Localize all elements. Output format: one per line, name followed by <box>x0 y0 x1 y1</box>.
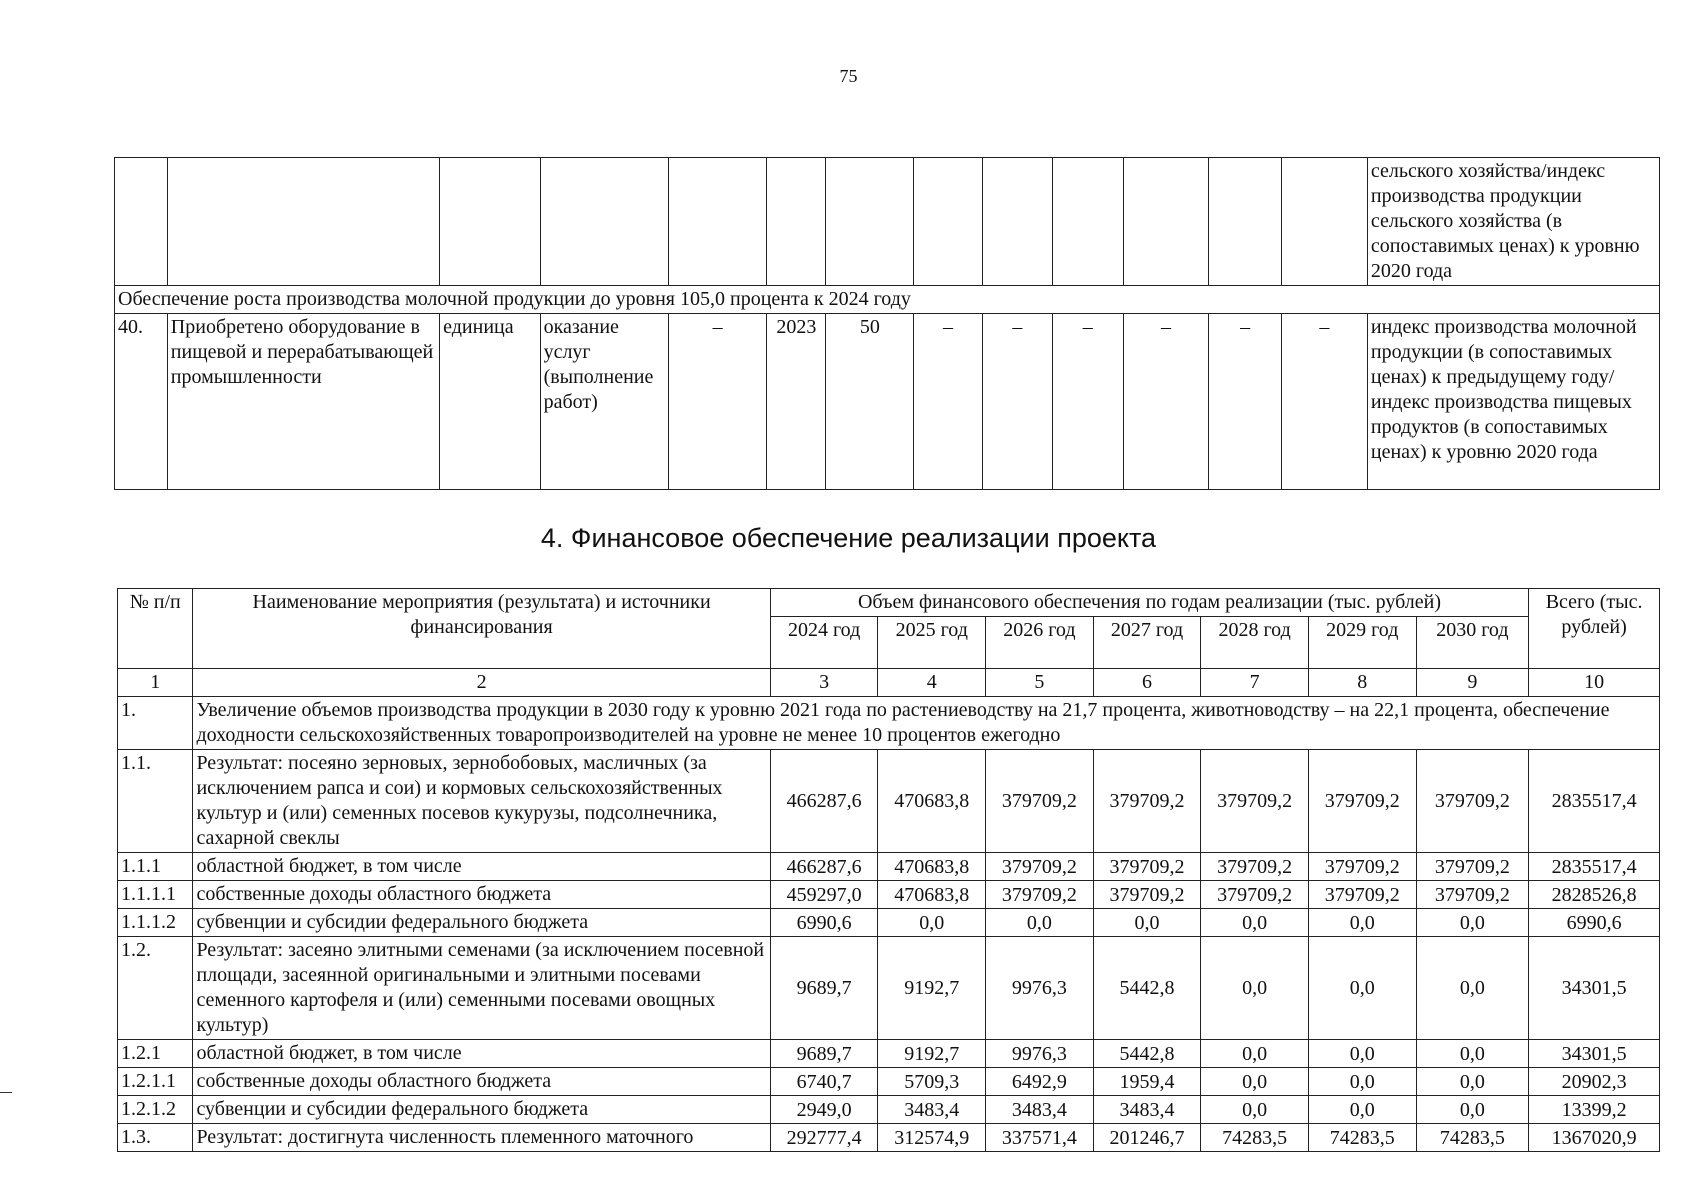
year-amount: 5442,8 <box>1093 937 1201 1040</box>
year-amount: 0,0 <box>1201 1040 1309 1068</box>
result-type: оказание услуг (выполнение работ) <box>540 314 668 490</box>
row-name: Результат: посеяно зерновых, зернобобовых, масличных (за исключением рапса и сои) и кормовых сельскохозяйственных культур и (или) семенных посевов кукурузы, подсолнечника, сахарной свеклы <box>193 750 770 853</box>
year-amount: 3483,4 <box>1093 1096 1201 1124</box>
row-number: 1.1.1.2 <box>118 909 193 937</box>
header-year: 2027 год <box>1093 617 1201 669</box>
year-amount: 0,0 <box>1308 1096 1416 1124</box>
row-total: 2835517,4 <box>1529 853 1660 881</box>
table-row <box>118 853 1660 881</box>
year-amount: 337571,4 <box>986 1124 1094 1152</box>
year-value: – <box>1123 314 1209 490</box>
year-value: – <box>914 314 982 490</box>
year-amount: 379709,2 <box>1416 853 1529 881</box>
section-title: 4. Финансовое обеспечение реализации проекта <box>540 523 1157 553</box>
header-volume: Объем финансового обеспечения по годам реализации (тыс. рублей) <box>770 589 1528 617</box>
year-amount: 0,0 <box>1308 909 1416 937</box>
year-value: – <box>982 314 1052 490</box>
margin-mark <box>0 1092 12 1093</box>
year-amount: 5709,3 <box>878 1068 986 1096</box>
row-name: собственные доходы областного бюджета <box>193 1068 770 1096</box>
row-name: областной бюджет, в том числе <box>193 853 770 881</box>
year-amount: 3483,4 <box>986 1096 1094 1124</box>
column-number: 6 <box>1093 669 1201 697</box>
header-num: № п/п <box>118 589 193 669</box>
row-number: 40. <box>115 314 168 490</box>
header-year: 2025 год <box>878 617 986 669</box>
year-amount: 470683,8 <box>878 853 986 881</box>
table-row <box>115 314 1660 490</box>
goal-text: Увеличение объемов производства продукции в 2030 году к уровню 2021 года по растениеводству на 21,7 процента, животноводству – на 22,1 процента, обеспечение доходности сельскохозяйственных товаропроизводителей на уровне не менее 10 процентов ежегодно <box>193 697 1660 750</box>
goal-number: 1. <box>118 697 193 750</box>
header-row <box>118 589 1660 617</box>
year-amount: 459297,0 <box>770 881 878 909</box>
year-amount: 0,0 <box>1201 1096 1309 1124</box>
header-year: 2029 год <box>1308 617 1416 669</box>
year-amount: 6740,7 <box>770 1068 878 1096</box>
year-amount: 74283,5 <box>1416 1124 1529 1152</box>
year-amount: 379709,2 <box>1093 853 1201 881</box>
year-amount: 0,0 <box>1416 1040 1529 1068</box>
year-amount: 466287,6 <box>770 750 878 853</box>
column-number: 2 <box>193 669 770 697</box>
year-amount: 0,0 <box>1416 909 1529 937</box>
year-amount: 0,0 <box>1201 1068 1309 1096</box>
goal-row <box>118 697 1660 750</box>
year-amount: 0,0 <box>1308 937 1416 1040</box>
header-year: 2028 год <box>1201 617 1309 669</box>
column-number: 7 <box>1201 669 1309 697</box>
year-value: – <box>1053 314 1123 490</box>
indicator-text: индекс производства молочной продукции (в сопоставимых ценах) к предыдущему году/индекс производства пищевых продуктов (в сопоставимых ценах) к уровню 2020 года <box>1367 314 1659 490</box>
year-amount: 1959,4 <box>1093 1068 1201 1096</box>
column-numbers-row <box>118 669 1660 697</box>
column-number: 3 <box>770 669 878 697</box>
year-amount: 0,0 <box>1308 1068 1416 1096</box>
year-amount: 6990,6 <box>770 909 878 937</box>
year-amount: 5442,8 <box>1093 1040 1201 1068</box>
year-amount: 0,0 <box>878 909 986 937</box>
year-amount: 9976,3 <box>986 1040 1094 1068</box>
row-total: 2835517,4 <box>1529 750 1660 853</box>
year-amount: 379709,2 <box>1308 750 1416 853</box>
year-amount: 379709,2 <box>1093 881 1201 909</box>
row-number: 1.1.1.1 <box>118 881 193 909</box>
row-total: 2828526,8 <box>1529 881 1660 909</box>
header-total: Всего (тыс. рублей) <box>1529 589 1660 669</box>
unit: единица <box>440 314 540 490</box>
row-number: 1.2. <box>118 937 193 1040</box>
year-amount: 470683,8 <box>878 750 986 853</box>
header-year: 2024 год <box>770 617 878 669</box>
year-value: – <box>1281 314 1367 490</box>
year-amount: 9976,3 <box>986 937 1094 1040</box>
row-name: собственные доходы областного бюджета <box>193 881 770 909</box>
row-name: Результат: достигнута численность племенного маточного <box>193 1124 770 1152</box>
year-amount: 312574,9 <box>878 1124 986 1152</box>
row-total: 34301,5 <box>1529 1040 1660 1068</box>
row-name: субвенции и субсидии федерального бюджета <box>193 1096 770 1124</box>
row-total: 13399,2 <box>1529 1096 1660 1124</box>
header-year: 2026 год <box>986 617 1094 669</box>
result-name: Приобретено оборудование в пищевой и перерабатывающей промышленности <box>167 314 439 490</box>
row-total: 34301,5 <box>1529 937 1660 1040</box>
header-name: Наименование мероприятия (результата) и источники финансирования <box>193 589 770 669</box>
row-number: 1.3. <box>118 1124 193 1152</box>
table-row <box>118 881 1660 909</box>
page-number: 75 <box>839 66 858 86</box>
row-total: 20902,3 <box>1529 1068 1660 1096</box>
target-value: 50 <box>826 314 914 490</box>
year-amount: 2949,0 <box>770 1096 878 1124</box>
year-amount: 379709,2 <box>1201 750 1309 853</box>
year-amount: 379709,2 <box>986 750 1094 853</box>
year-amount: 6492,9 <box>986 1068 1094 1096</box>
row-number: 1.2.1 <box>118 1040 193 1068</box>
base-value: – <box>668 314 766 490</box>
year-amount: 292777,4 <box>770 1124 878 1152</box>
year-amount: 379709,2 <box>1308 881 1416 909</box>
row-name: областной бюджет, в том числе <box>193 1040 770 1068</box>
year-amount: 379709,2 <box>1093 750 1201 853</box>
year-amount: 0,0 <box>1416 1068 1529 1096</box>
year-amount: 0,0 <box>1416 937 1529 1040</box>
year-amount: 0,0 <box>1201 937 1309 1040</box>
year-amount: 466287,6 <box>770 853 878 881</box>
year-amount: 74283,5 <box>1308 1124 1416 1152</box>
row-name: Результат: засеяно элитными семенами (за исключением посевной площади, засеянной оригинальными и элитными посевами семенного картофеля и (или) семенными посевами овощных культур) <box>193 937 770 1040</box>
row-name: субвенции и субсидии федерального бюджета <box>193 909 770 937</box>
table-row <box>118 1096 1660 1124</box>
year-amount: 0,0 <box>986 909 1094 937</box>
year-amount: 9689,7 <box>770 937 878 1040</box>
section-heading: Обеспечение роста производства молочной продукции до уровня 105,0 процента к 2024 году <box>115 286 1660 314</box>
column-number: 8 <box>1308 669 1416 697</box>
year-amount: 0,0 <box>1308 1040 1416 1068</box>
year-value: – <box>1209 314 1281 490</box>
year-amount: 0,0 <box>1416 1096 1529 1124</box>
table-row <box>118 750 1660 853</box>
year-amount: 3483,4 <box>878 1096 986 1124</box>
year-amount: 379709,2 <box>1201 881 1309 909</box>
column-number: 1 <box>118 669 193 697</box>
row-total: 6990,6 <box>1529 909 1660 937</box>
table-row <box>118 1124 1660 1152</box>
year-amount: 379709,2 <box>1416 881 1529 909</box>
year-amount: 379709,2 <box>1308 853 1416 881</box>
year-amount: 0,0 <box>1093 909 1201 937</box>
column-number: 4 <box>878 669 986 697</box>
column-number: 9 <box>1416 669 1529 697</box>
row-number: 1.2.1.1 <box>118 1068 193 1096</box>
year-amount: 379709,2 <box>1416 750 1529 853</box>
year-amount: 0,0 <box>1201 909 1309 937</box>
year-amount: 9192,7 <box>878 1040 986 1068</box>
table-row <box>118 937 1660 1040</box>
year-amount: 379709,2 <box>986 853 1094 881</box>
column-number: 5 <box>986 669 1094 697</box>
table-row <box>115 158 1660 286</box>
row-number: 1.2.1.2 <box>118 1096 193 1124</box>
row-number: 1.1.1 <box>118 853 193 881</box>
year-amount: 379709,2 <box>1201 853 1309 881</box>
indicators-table-continued <box>114 157 1660 490</box>
row-total: 1367020,9 <box>1529 1124 1660 1152</box>
column-number: 10 <box>1529 669 1660 697</box>
section-row <box>115 286 1660 314</box>
table-row <box>118 1068 1660 1096</box>
table-row <box>118 1040 1660 1068</box>
year-amount: 470683,8 <box>878 881 986 909</box>
year-amount: 74283,5 <box>1201 1124 1309 1152</box>
row-number: 1.1. <box>118 750 193 853</box>
financing-rows <box>118 750 1660 1152</box>
year-amount: 379709,2 <box>986 881 1094 909</box>
table-row <box>118 909 1660 937</box>
year-amount: 9192,7 <box>878 937 986 1040</box>
year-amount: 9689,7 <box>770 1040 878 1068</box>
indicator-text: сельского хозяйства/индекс производства продукции сельского хозяйства (в сопоставимых ценах) к уровню 2020 года <box>1367 158 1659 286</box>
base-year: 2023 <box>767 314 826 490</box>
financing-table <box>117 588 1660 1152</box>
year-amount: 201246,7 <box>1093 1124 1201 1152</box>
header-year: 2030 год <box>1416 617 1529 669</box>
